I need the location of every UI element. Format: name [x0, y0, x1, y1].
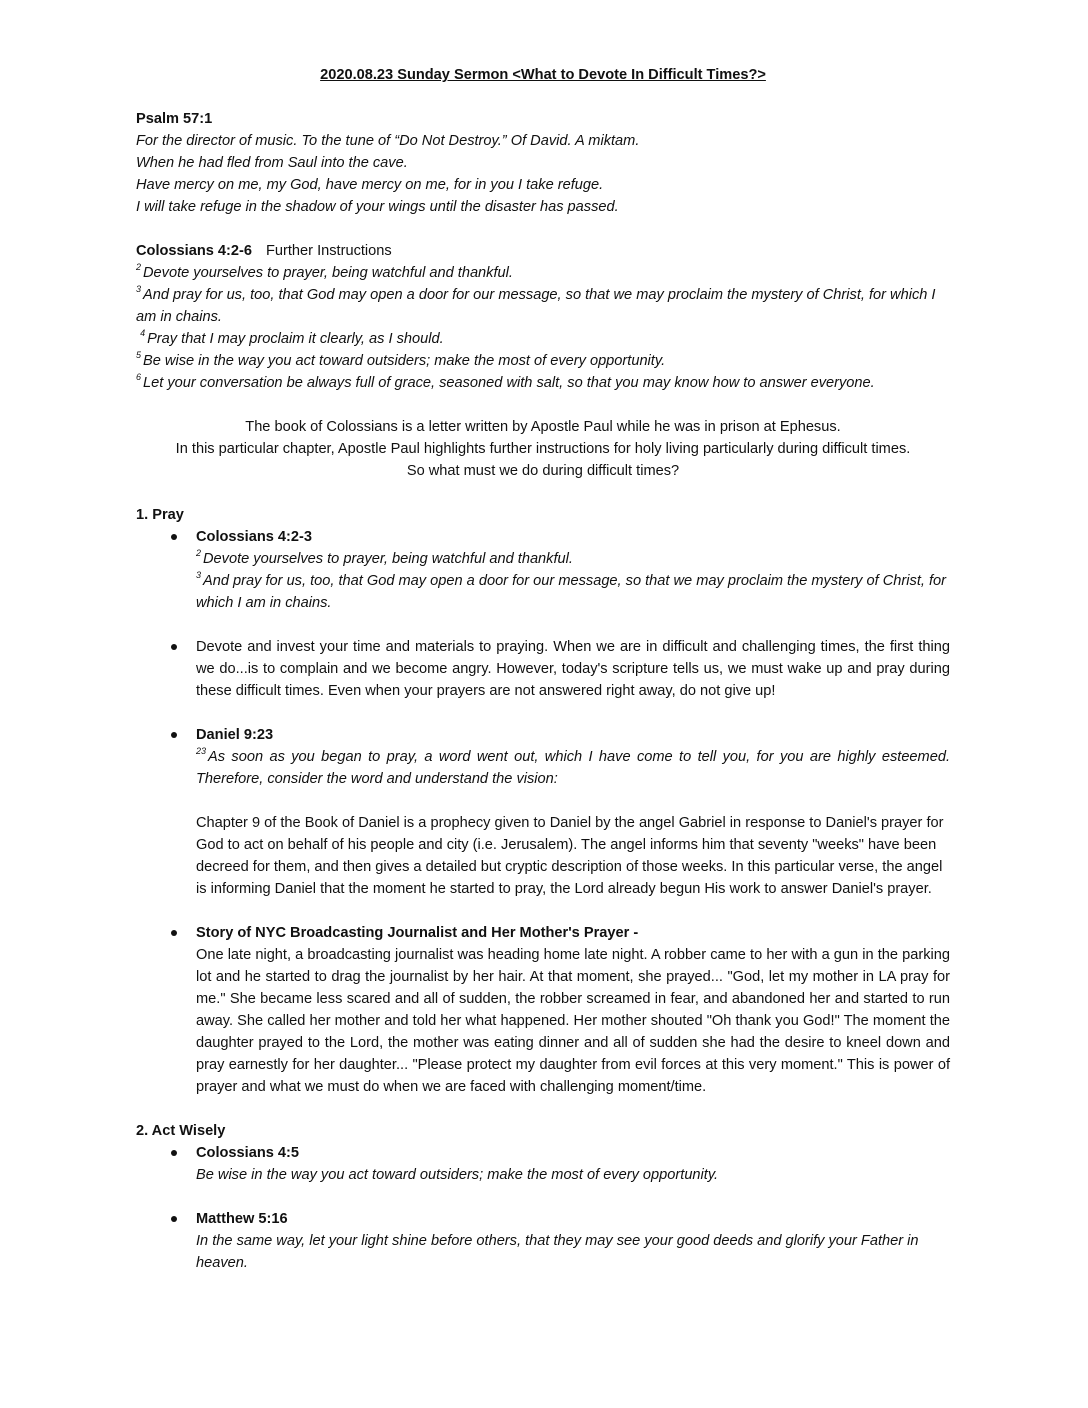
psalm-passage: [136, 108, 950, 218]
verse: [196, 570, 950, 614]
story-heading: Story of NYC Broadcasting Journalist and Her Mother's Prayer -: [196, 925, 639, 941]
psalm-line: When he had fled from Saul into the cave.: [136, 155, 408, 171]
verse-text: As soon as you began to pray, a word went out, which I have come to tell you, for you are highly esteemed. Therefore, consider the word and understand the vision:: [196, 749, 950, 787]
verse: [136, 284, 950, 328]
verse: [196, 746, 950, 790]
colossians-reference: Colossians 4:2-6: [136, 243, 252, 259]
verse: [136, 328, 950, 350]
scripture-reference: Daniel 9:23: [196, 727, 274, 743]
verse-number: 6: [136, 372, 142, 383]
intro-line: The book of Colossians is a letter written by Apostle Paul while he was in prison at Ephesus.: [245, 419, 841, 435]
colossians-subtitle: Further Instructions: [265, 243, 392, 259]
intro-line: In this particular chapter, Apostle Paul highlights further instructions for holy living particularly during difficult times.: [175, 441, 911, 457]
verse-number: 2: [136, 262, 142, 273]
intro-paragraph: [136, 416, 950, 482]
psalm-line: For the director of music. To the tune of “Do Not Destroy.” Of David. A miktam.: [136, 133, 640, 149]
scripture-reference: Colossians 4:2-3: [196, 529, 312, 545]
section-heading: 1. Pray: [136, 507, 184, 523]
verse-number: 3: [136, 284, 142, 295]
verse: [136, 372, 950, 394]
bullet-item: [136, 1142, 950, 1208]
paragraph: Chapter 9 of the Book of Daniel is a prophecy given to Daniel by the angel Gabriel in response to Daniel's prayer for God to act on behalf of his people and city (i.e. Jerusalem). The angel informs him that seventy "weeks" have been decreed for them, and then gives a detailed but cryptic description of those weeks. In this particular verse, the angel is informing Daniel that the moment he started to pray, the Lord already begun His work to answer Daniel's prayer.: [196, 815, 944, 897]
scripture-reference: Matthew 5:16: [196, 1211, 288, 1227]
psalm-line: Have mercy on me, my God, have mercy on me, for in you I take refuge.: [136, 177, 604, 193]
verse-text: In the same way, let your light shine before others, that they may see your good deeds and glorify your Father in heaven.: [196, 1233, 919, 1271]
paragraph: One late night, a broadcasting journalist was heading home late night. A robber came to her with a gun in the parking lot and he started to drag the journalist by her hair. At that moment, she prayed... "God, let my mother in LA pray for me." She became less scared and all of sudden, the robber screamed in fear, and abandoned her and started to run away. She called her mother and told her what happened. Her mother shouted "Oh thank you God!" The moment the daughter prayed to the Lord, the mother was eating dinner and all of sudden she had the desire to kneel down and pray earnestly for her daughter... "Please protect my daughter from evil forces at this very moment." This is power of prayer and what we must do when we are faced with challenging moment/time.: [196, 947, 950, 1095]
colossians-passage: [136, 240, 950, 394]
bullet-list: [136, 526, 950, 1120]
bullet-item: [136, 724, 950, 922]
sermon-title: 2020.08.23 Sunday Sermon <What to Devote In Difficult Times?>: [320, 67, 766, 83]
verse: [136, 262, 950, 284]
verse-text: Be wise in the way you act toward outsiders; make the most of every opportunity.: [196, 1167, 719, 1183]
verse-number: 2: [196, 548, 202, 559]
verse-text: And pray for us, too, that God may open a door for our message, so that we may proclaim the mystery of Christ, for which I am in chains.: [196, 573, 947, 611]
colossians-heading: [136, 240, 950, 262]
verse: [196, 548, 950, 570]
document-content: [136, 64, 950, 1274]
verse-text: Devote yourselves to prayer, being watchful and thankful.: [203, 551, 573, 567]
bullet-list: [136, 1142, 950, 1274]
scripture-reference: Colossians 4:5: [196, 1145, 300, 1161]
bullet-item: [136, 1208, 950, 1274]
paragraph: Devote and invest your time and materials to praying. When we are in difficult and challenging times, the first thing we do...is to complain and we become angry. However, today's scripture tells us, we must wake up and pray during these difficult times. Even when your prayers are not answered right away, do not give up!: [196, 639, 950, 699]
psalm-reference: Psalm 57:1: [136, 111, 213, 127]
intro-line: So what must we do during difficult times?: [406, 463, 680, 479]
psalm-line: I will take refuge in the shadow of your wings until the disaster has passed.: [136, 199, 619, 215]
section-pray: [136, 504, 950, 1120]
section-act-wisely: [136, 1120, 950, 1274]
verse-text: Pray that I may proclaim it clearly, as I should.: [147, 331, 444, 347]
bullet-item: [136, 526, 950, 636]
verse-text: And pray for us, too, that God may open a door for our message, so that we may proclaim the mystery of Christ, for which I am in chains.: [136, 287, 936, 325]
verse: [136, 350, 950, 372]
section-heading: 2. Act Wisely: [136, 1123, 226, 1139]
verse-text: Be wise in the way you act toward outsiders; make the most of every opportunity.: [143, 353, 666, 369]
bullet-item: [136, 636, 950, 724]
bullet-item: [136, 922, 950, 1120]
verse-number: 5: [136, 350, 142, 361]
verse-number: 3: [196, 570, 202, 581]
verse-number: 23: [196, 746, 207, 757]
verse-number: 4: [140, 328, 146, 339]
verse-text: Let your conversation be always full of grace, seasoned with salt, so that you may know how to answer everyone.: [143, 375, 875, 391]
verse-text: Devote yourselves to prayer, being watchful and thankful.: [143, 265, 513, 281]
